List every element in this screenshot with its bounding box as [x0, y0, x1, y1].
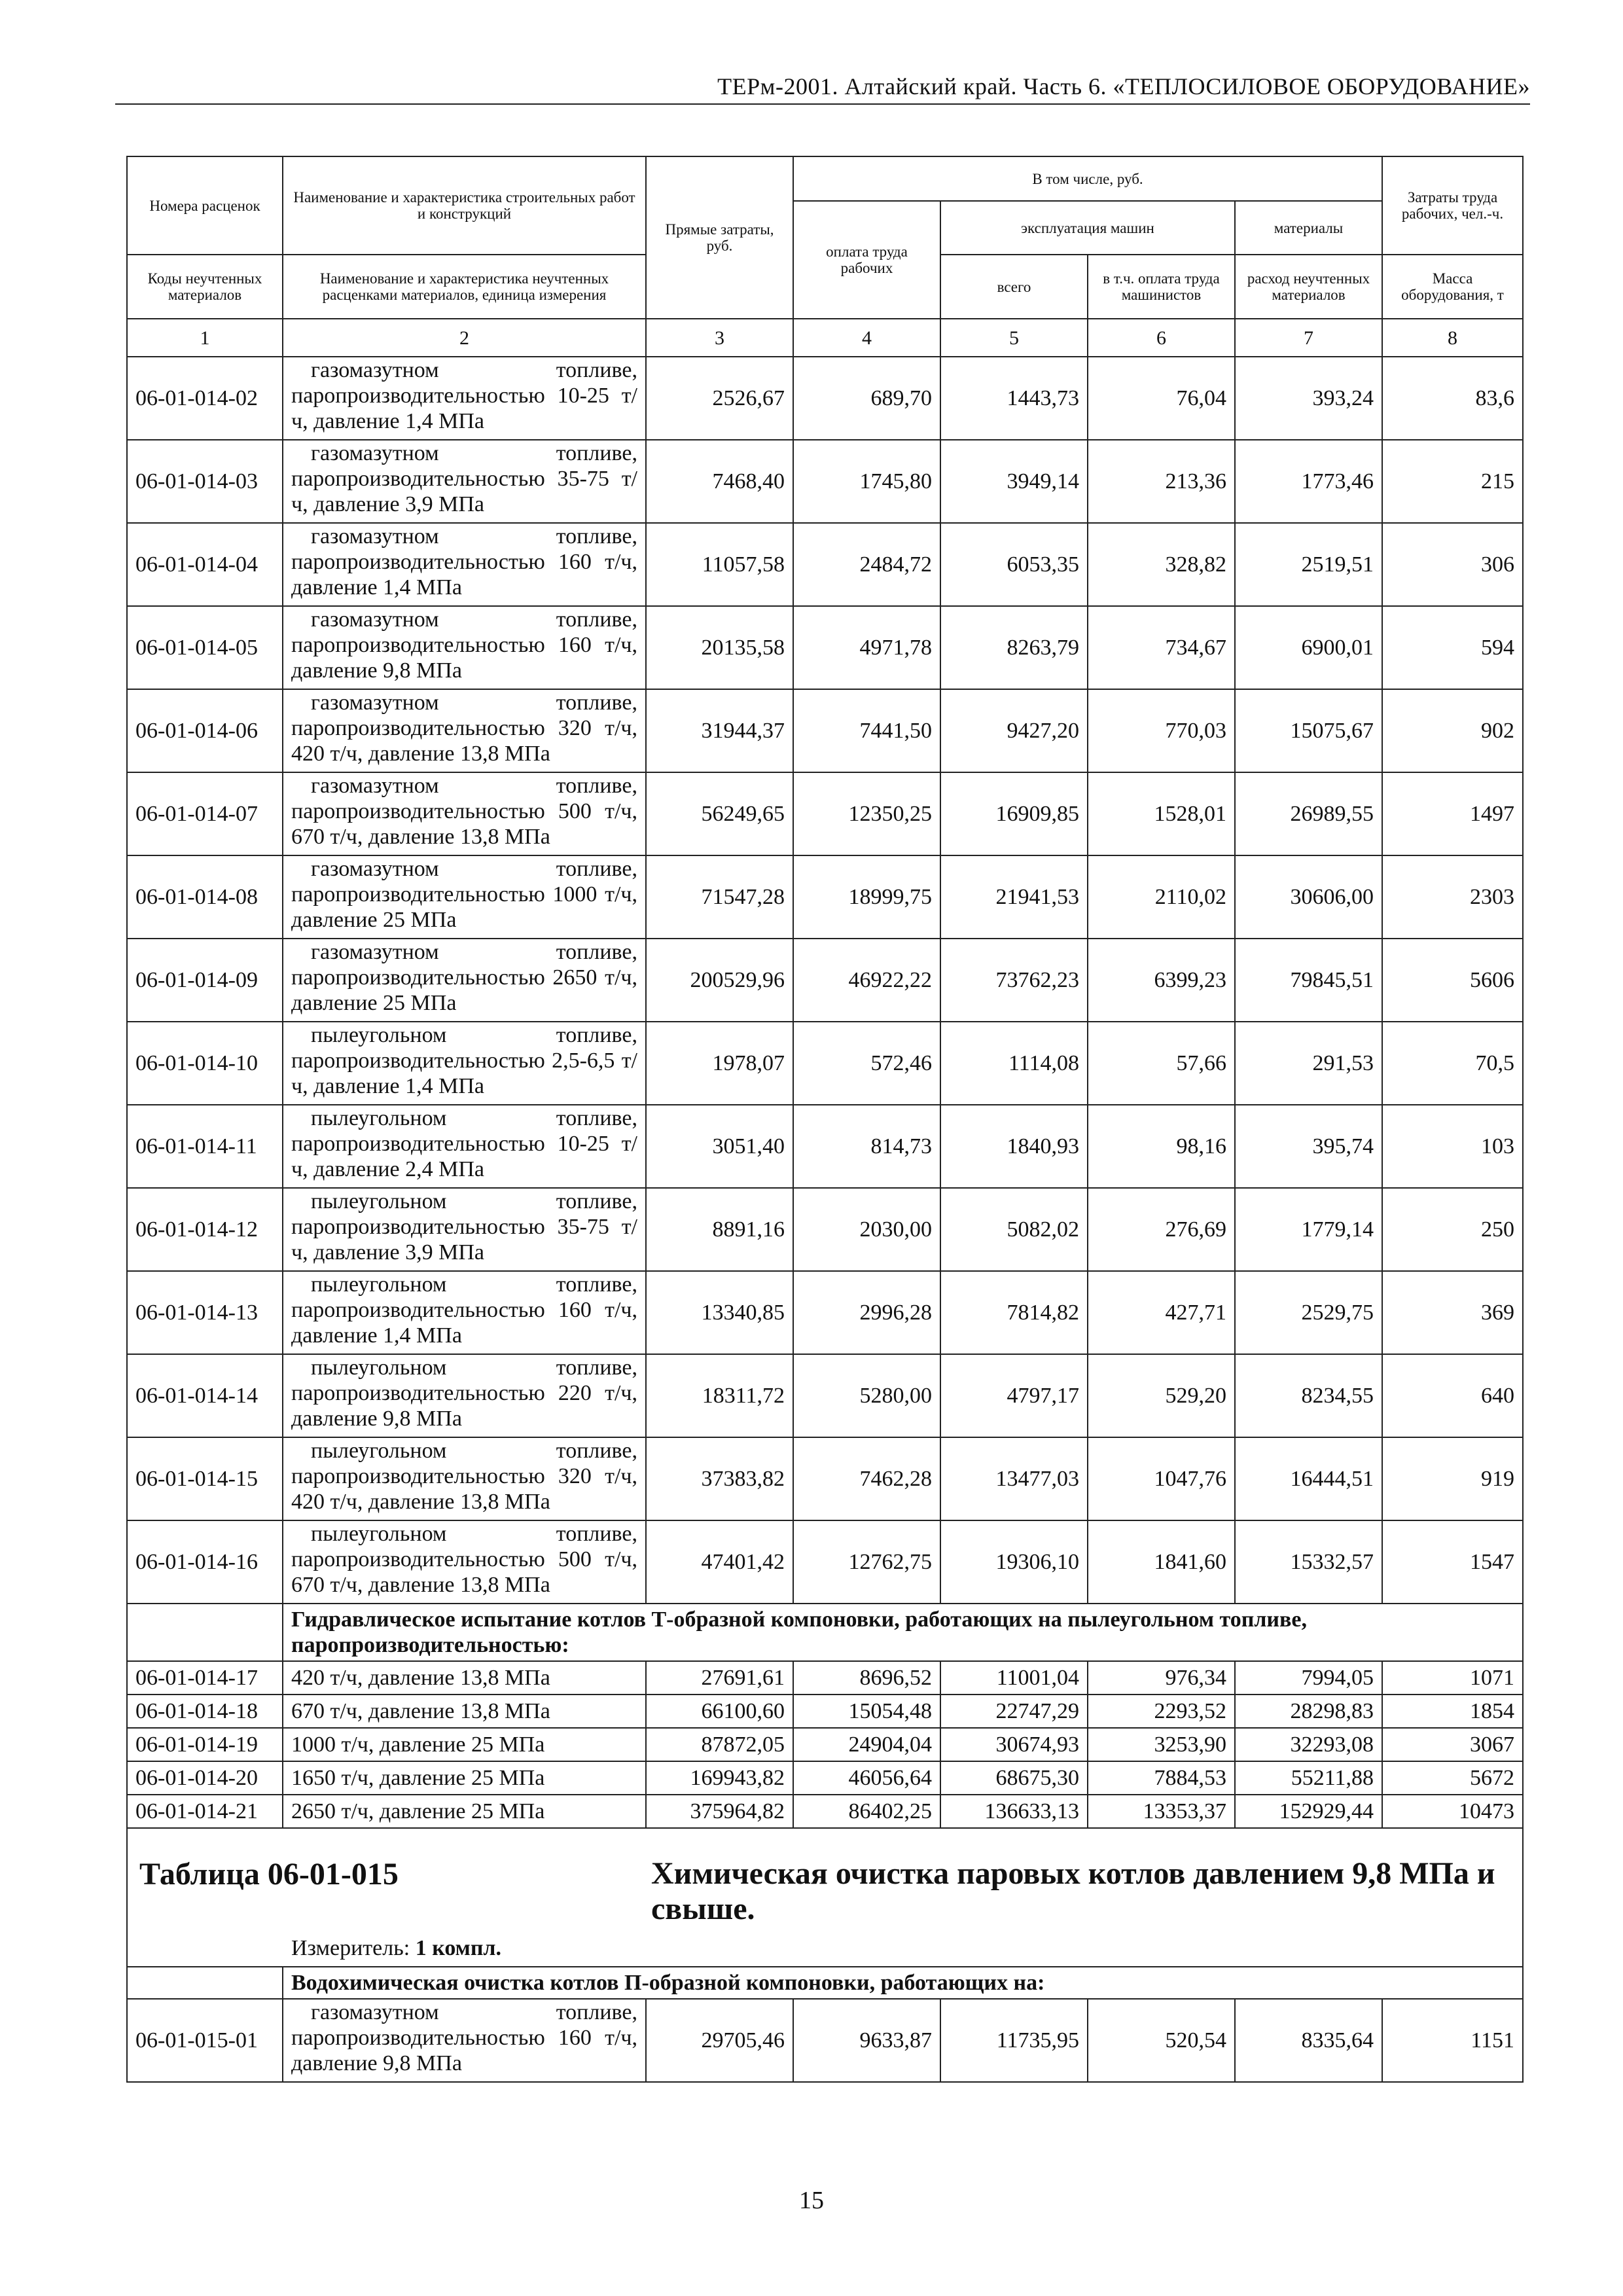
- labor-pay: 2030,00: [793, 1188, 940, 1271]
- labor-pay: 15054,48: [793, 1695, 940, 1728]
- head-equipment-mass: Масса оборудования, т: [1382, 255, 1523, 319]
- labor-pay: 86402,25: [793, 1795, 940, 1828]
- rate-code: 06-01-014-20: [127, 1761, 283, 1795]
- work-description: пылеугольном топливе, паропроизводительностью 160 т/ч, давление 1,4 МПа: [283, 1271, 646, 1354]
- material-costs: 1779,14: [1235, 1188, 1382, 1271]
- head-machines: эксплуатация машин: [940, 201, 1235, 255]
- table-row: [127, 1105, 1523, 1188]
- machinist-labor-pay: 1047,76: [1088, 1437, 1235, 1520]
- head-code-top: Номера расценок: [127, 156, 283, 255]
- material-costs: 395,74: [1235, 1105, 1382, 1188]
- direct-costs: 56249,65: [646, 772, 793, 855]
- machine-costs: 8263,79: [940, 606, 1088, 689]
- work-description: газомазутном топливе, паропроизводительностью 500 т/ч, 670 т/ч, давление 13,8 МПа: [283, 772, 646, 855]
- rate-code: 06-01-014-15: [127, 1437, 283, 1520]
- head-machines-total: всего: [940, 255, 1088, 319]
- table-row: [127, 689, 1523, 772]
- machinist-labor-pay: 76,04: [1088, 357, 1235, 440]
- direct-costs: 87872,05: [646, 1728, 793, 1761]
- work-description: газомазутном топливе, паропроизводительностью 320 т/ч, 420 т/ч, давление 13,8 МПа: [283, 689, 646, 772]
- labor-hours: 369: [1382, 1271, 1523, 1354]
- machinist-labor-pay: 1528,01: [1088, 772, 1235, 855]
- col-number: 5: [940, 319, 1088, 357]
- table-row: [127, 606, 1523, 689]
- col-number: 7: [1235, 319, 1382, 357]
- work-description: газомазутном топливе, паропроизводительностью 160 т/ч, давление 1,4 МПа: [283, 523, 646, 606]
- labor-pay: 8696,52: [793, 1661, 940, 1695]
- table-row: [127, 1271, 1523, 1354]
- rate-code: 06-01-014-08: [127, 855, 283, 939]
- machinist-labor-pay: 3253,90: [1088, 1728, 1235, 1761]
- machinist-labor-pay: 770,03: [1088, 689, 1235, 772]
- work-description: газомазутном топливе, паропроизводительностью 1000 т/ч, давление 25 МПа: [283, 855, 646, 939]
- labor-pay: 572,46: [793, 1022, 940, 1105]
- labor-hours: 1547: [1382, 1520, 1523, 1604]
- rate-code: 06-01-014-05: [127, 606, 283, 689]
- head-materials-unaccounted: расход неучтенных материалов: [1235, 255, 1382, 319]
- material-costs: 55211,88: [1235, 1761, 1382, 1795]
- direct-costs: 31944,37: [646, 689, 793, 772]
- machinist-labor-pay: 276,69: [1088, 1188, 1235, 1271]
- work-description: газомазутном топливе, паропроизводительностью 160 т/ч, давление 9,8 МПа: [283, 606, 646, 689]
- col-number: 1: [127, 319, 283, 357]
- section-title-chemical-cleaning: Водохимическая очистка котлов П-образной компоновки, работающих на:: [283, 1967, 1523, 1999]
- material-costs: 16444,51: [1235, 1437, 1382, 1520]
- machine-costs: 1840,93: [940, 1105, 1088, 1188]
- direct-costs: 47401,42: [646, 1520, 793, 1604]
- rates-body-hydraulic-test: [127, 1661, 1523, 1828]
- work-description: пылеугольном топливе, паропроизводительностью 320 т/ч, 420 т/ч, давление 13,8 МПа: [283, 1437, 646, 1520]
- labor-pay: 9633,87: [793, 1999, 940, 2082]
- machine-costs: 7814,82: [940, 1271, 1088, 1354]
- labor-hours: 83,6: [1382, 357, 1523, 440]
- rate-code: 06-01-014-06: [127, 689, 283, 772]
- material-costs: 15075,67: [1235, 689, 1382, 772]
- machinist-labor-pay: 7884,53: [1088, 1761, 1235, 1795]
- head-code-bottom: Коды неучтенных материалов: [127, 255, 283, 319]
- labor-pay: 2484,72: [793, 523, 940, 606]
- work-description: пылеугольном топливе, паропроизводительностью 35-75 т/ч, давление 3,9 МПа: [283, 1188, 646, 1271]
- labor-hours: 103: [1382, 1105, 1523, 1188]
- head-including: В том числе, руб.: [793, 156, 1382, 201]
- labor-pay: 689,70: [793, 357, 940, 440]
- labor-hours: 902: [1382, 689, 1523, 772]
- work-description: газомазутном топливе, паропроизводительностью 160 т/ч, давление 9,8 МПа: [283, 1999, 646, 2082]
- material-costs: 291,53: [1235, 1022, 1382, 1105]
- work-description: пылеугольном топливе, паропроизводительностью 2,5-6,5 т/ч, давление 1,4 МПа: [283, 1022, 646, 1105]
- rate-code: 06-01-014-03: [127, 440, 283, 523]
- material-costs: 393,24: [1235, 357, 1382, 440]
- machine-costs: 16909,85: [940, 772, 1088, 855]
- machinist-labor-pay: 213,36: [1088, 440, 1235, 523]
- table-row: [127, 1999, 1523, 2082]
- table-015-title-block: [127, 1828, 1523, 1999]
- material-costs: 79845,51: [1235, 939, 1382, 1022]
- rate-code: 06-01-014-17: [127, 1661, 283, 1695]
- direct-costs: 27691,61: [646, 1661, 793, 1695]
- rate-code: 06-01-015-01: [127, 1999, 283, 2082]
- labor-hours: 5606: [1382, 939, 1523, 1022]
- table-meter: [291, 1936, 501, 1961]
- machinist-labor-pay: 6399,23: [1088, 939, 1235, 1022]
- machine-costs: 5082,02: [940, 1188, 1088, 1271]
- rates-body-gas-and-coal: [127, 357, 1523, 1604]
- machine-costs: 9427,20: [940, 689, 1088, 772]
- machinist-labor-pay: 2110,02: [1088, 855, 1235, 939]
- labor-pay: 814,73: [793, 1105, 940, 1188]
- labor-hours: 1071: [1382, 1661, 1523, 1695]
- labor-pay: 5280,00: [793, 1354, 940, 1437]
- labor-hours: 5672: [1382, 1761, 1523, 1795]
- material-costs: 2519,51: [1235, 523, 1382, 606]
- rate-code: 06-01-014-21: [127, 1795, 283, 1828]
- rate-code: 06-01-014-13: [127, 1271, 283, 1354]
- rate-code: 06-01-014-02: [127, 357, 283, 440]
- direct-costs: 66100,60: [646, 1695, 793, 1728]
- work-description: 1650 т/ч, давление 25 МПа: [283, 1761, 646, 1795]
- machine-costs: 6053,35: [940, 523, 1088, 606]
- work-description: 2650 т/ч, давление 25 МПа: [283, 1795, 646, 1828]
- rate-code: 06-01-014-12: [127, 1188, 283, 1271]
- rate-code: 06-01-014-16: [127, 1520, 283, 1604]
- labor-hours: 594: [1382, 606, 1523, 689]
- work-description: газомазутном топливе, паропроизводительностью 35-75 т/ч, давление 3,9 МПа: [283, 440, 646, 523]
- direct-costs: 11057,58: [646, 523, 793, 606]
- material-costs: 2529,75: [1235, 1271, 1382, 1354]
- labor-pay: 12350,25: [793, 772, 940, 855]
- machinist-labor-pay: 529,20: [1088, 1354, 1235, 1437]
- head-direct-costs: Прямые затраты, руб.: [646, 156, 793, 319]
- work-description: пылеугольном топливе, паропроизводительностью 500 т/ч, 670 т/ч, давление 13,8 МПа: [283, 1520, 646, 1604]
- meter-label: Измеритель:: [291, 1936, 410, 1960]
- table-row: [127, 1761, 1523, 1795]
- labor-pay: 46056,64: [793, 1761, 940, 1795]
- head-name-bottom: Наименование и характеристика неучтенных расценками материалов, единица измерения: [283, 255, 646, 319]
- table-row: [127, 357, 1523, 440]
- col-number: 3: [646, 319, 793, 357]
- direct-costs: 20135,58: [646, 606, 793, 689]
- direct-costs: 13340,85: [646, 1271, 793, 1354]
- material-costs: 6900,01: [1235, 606, 1382, 689]
- rates-body-chemical-cleaning: [127, 1999, 1523, 2082]
- direct-costs: 18311,72: [646, 1354, 793, 1437]
- work-description: газомазутном топливе, паропроизводительностью 10-25 т/ч, давление 1,4 МПа: [283, 357, 646, 440]
- direct-costs: 200529,96: [646, 939, 793, 1022]
- head-labor-pay: оплата труда рабочих: [793, 201, 940, 319]
- machine-costs: 1443,73: [940, 357, 1088, 440]
- section-title-hydraulic-test: Гидравлическое испытание котлов Т-образной компоновки, работающих на пылеугольном топливе, паропроизводительностью:: [283, 1604, 1523, 1661]
- rate-code: 06-01-014-04: [127, 523, 283, 606]
- table-row: [127, 939, 1523, 1022]
- labor-hours: 640: [1382, 1354, 1523, 1437]
- page-number: 15: [799, 2187, 824, 2214]
- machinist-labor-pay: 98,16: [1088, 1105, 1235, 1188]
- labor-hours: 919: [1382, 1437, 1523, 1520]
- machinist-labor-pay: 976,34: [1088, 1661, 1235, 1695]
- head-materials: материалы: [1235, 201, 1382, 255]
- machine-costs: 73762,23: [940, 939, 1088, 1022]
- work-description: газомазутном топливе, паропроизводительностью 2650 т/ч, давление 25 МПа: [283, 939, 646, 1022]
- work-description: 670 т/ч, давление 13,8 МПа: [283, 1695, 646, 1728]
- col-number: 4: [793, 319, 940, 357]
- head-machines-labor: в т.ч. оплата труда машинистов: [1088, 255, 1235, 319]
- machine-costs: 11001,04: [940, 1661, 1088, 1695]
- machine-costs: 21941,53: [940, 855, 1088, 939]
- table-row: [127, 1354, 1523, 1437]
- labor-pay: 18999,75: [793, 855, 940, 939]
- labor-pay: 46922,22: [793, 939, 940, 1022]
- direct-costs: 7468,40: [646, 440, 793, 523]
- rate-code: 06-01-014-10: [127, 1022, 283, 1105]
- labor-hours: 1854: [1382, 1695, 1523, 1728]
- labor-pay: 24904,04: [793, 1728, 940, 1761]
- labor-pay: 7441,50: [793, 689, 940, 772]
- rate-code: 06-01-014-09: [127, 939, 283, 1022]
- labor-hours: 2303: [1382, 855, 1523, 939]
- rates-table: [126, 156, 1524, 2083]
- material-costs: 32293,08: [1235, 1728, 1382, 1761]
- table-row: [127, 1437, 1523, 1520]
- labor-hours: 3067: [1382, 1728, 1523, 1761]
- direct-costs: 29705,46: [646, 1999, 793, 2082]
- labor-hours: 70,5: [1382, 1022, 1523, 1105]
- labor-pay: 4971,78: [793, 606, 940, 689]
- labor-hours: 215: [1382, 440, 1523, 523]
- head-labor-costs: Затраты труда рабочих, чел.-ч.: [1382, 156, 1523, 255]
- head-name-top: Наименование и характеристика строительных работ и конструкций: [283, 156, 646, 255]
- work-description: пылеугольном топливе, паропроизводительностью 10-25 т/ч, давление 2,4 МПа: [283, 1105, 646, 1188]
- labor-pay: 1745,80: [793, 440, 940, 523]
- section-hydraulic-test: [127, 1604, 1523, 1661]
- labor-pay: 12762,75: [793, 1520, 940, 1604]
- table-row: [127, 1695, 1523, 1728]
- direct-costs: 375964,82: [646, 1795, 793, 1828]
- labor-pay: 7462,28: [793, 1437, 940, 1520]
- machinist-labor-pay: 2293,52: [1088, 1695, 1235, 1728]
- work-description: пылеугольном топливе, паропроизводительностью 220 т/ч, давление 9,8 МПа: [283, 1354, 646, 1437]
- col-number: 6: [1088, 319, 1235, 357]
- machinist-labor-pay: 328,82: [1088, 523, 1235, 606]
- machinist-labor-pay: 57,66: [1088, 1022, 1235, 1105]
- material-costs: 15332,57: [1235, 1520, 1382, 1604]
- table-row: [127, 1520, 1523, 1604]
- table-row: [127, 1661, 1523, 1695]
- rate-code: 06-01-014-14: [127, 1354, 283, 1437]
- machinist-labor-pay: 734,67: [1088, 606, 1235, 689]
- machinist-labor-pay: 427,71: [1088, 1271, 1235, 1354]
- direct-costs: 71547,28: [646, 855, 793, 939]
- meter-value: 1 компл.: [415, 1936, 502, 1960]
- machine-costs: 4797,17: [940, 1354, 1088, 1437]
- direct-costs: 1978,07: [646, 1022, 793, 1105]
- table-row: [127, 1795, 1523, 1828]
- labor-pay: 2996,28: [793, 1271, 940, 1354]
- material-costs: 8234,55: [1235, 1354, 1382, 1437]
- material-costs: 30606,00: [1235, 855, 1382, 939]
- table-heading: Химическая очистка паровых котлов давлением 9,8 МПа и свыше.: [651, 1856, 1495, 1926]
- running-header: ТЕРм-2001. Алтайский край. Часть 6. «ТЕПЛОСИЛОВОЕ ОБОРУДОВАНИЕ»: [115, 71, 1530, 105]
- table-row: [127, 440, 1523, 523]
- machinist-labor-pay: 13353,37: [1088, 1795, 1235, 1828]
- col-number: 8: [1382, 319, 1523, 357]
- machine-costs: 11735,95: [940, 1999, 1088, 2082]
- work-description: 420 т/ч, давление 13,8 МПа: [283, 1661, 646, 1695]
- direct-costs: 8891,16: [646, 1188, 793, 1271]
- work-description: 1000 т/ч, давление 25 МПа: [283, 1728, 646, 1761]
- labor-hours: 306: [1382, 523, 1523, 606]
- table-row: [127, 855, 1523, 939]
- direct-costs: 169943,82: [646, 1761, 793, 1795]
- machine-costs: 19306,10: [940, 1520, 1088, 1604]
- table-row: [127, 1022, 1523, 1105]
- rate-code: 06-01-014-11: [127, 1105, 283, 1188]
- material-costs: 26989,55: [1235, 772, 1382, 855]
- machine-costs: 13477,03: [940, 1437, 1088, 1520]
- machine-costs: 1114,08: [940, 1022, 1088, 1105]
- table-row: [127, 1188, 1523, 1271]
- labor-hours: 250: [1382, 1188, 1523, 1271]
- table-number: Таблица 06-01-015: [139, 1857, 399, 1892]
- labor-hours: 1497: [1382, 772, 1523, 855]
- machinist-labor-pay: 1841,60: [1088, 1520, 1235, 1604]
- table-row: [127, 772, 1523, 855]
- table-row: [127, 523, 1523, 606]
- machine-costs: 30674,93: [940, 1728, 1088, 1761]
- direct-costs: 3051,40: [646, 1105, 793, 1188]
- material-costs: 152929,44: [1235, 1795, 1382, 1828]
- machinist-labor-pay: 520,54: [1088, 1999, 1235, 2082]
- machine-costs: 3949,14: [940, 440, 1088, 523]
- material-costs: 7994,05: [1235, 1661, 1382, 1695]
- rate-code: 06-01-014-18: [127, 1695, 283, 1728]
- machine-costs: 22747,29: [940, 1695, 1088, 1728]
- rate-code: 06-01-014-19: [127, 1728, 283, 1761]
- labor-hours: 10473: [1382, 1795, 1523, 1828]
- machine-costs: 68675,30: [940, 1761, 1088, 1795]
- material-costs: 8335,64: [1235, 1999, 1382, 2082]
- direct-costs: 37383,82: [646, 1437, 793, 1520]
- direct-costs: 2526,67: [646, 357, 793, 440]
- table-row: [127, 1728, 1523, 1761]
- material-costs: 28298,83: [1235, 1695, 1382, 1728]
- machine-costs: 136633,13: [940, 1795, 1088, 1828]
- rate-code: 06-01-014-07: [127, 772, 283, 855]
- labor-hours: 1151: [1382, 1999, 1523, 2082]
- col-number: 2: [283, 319, 646, 357]
- material-costs: 1773,46: [1235, 440, 1382, 523]
